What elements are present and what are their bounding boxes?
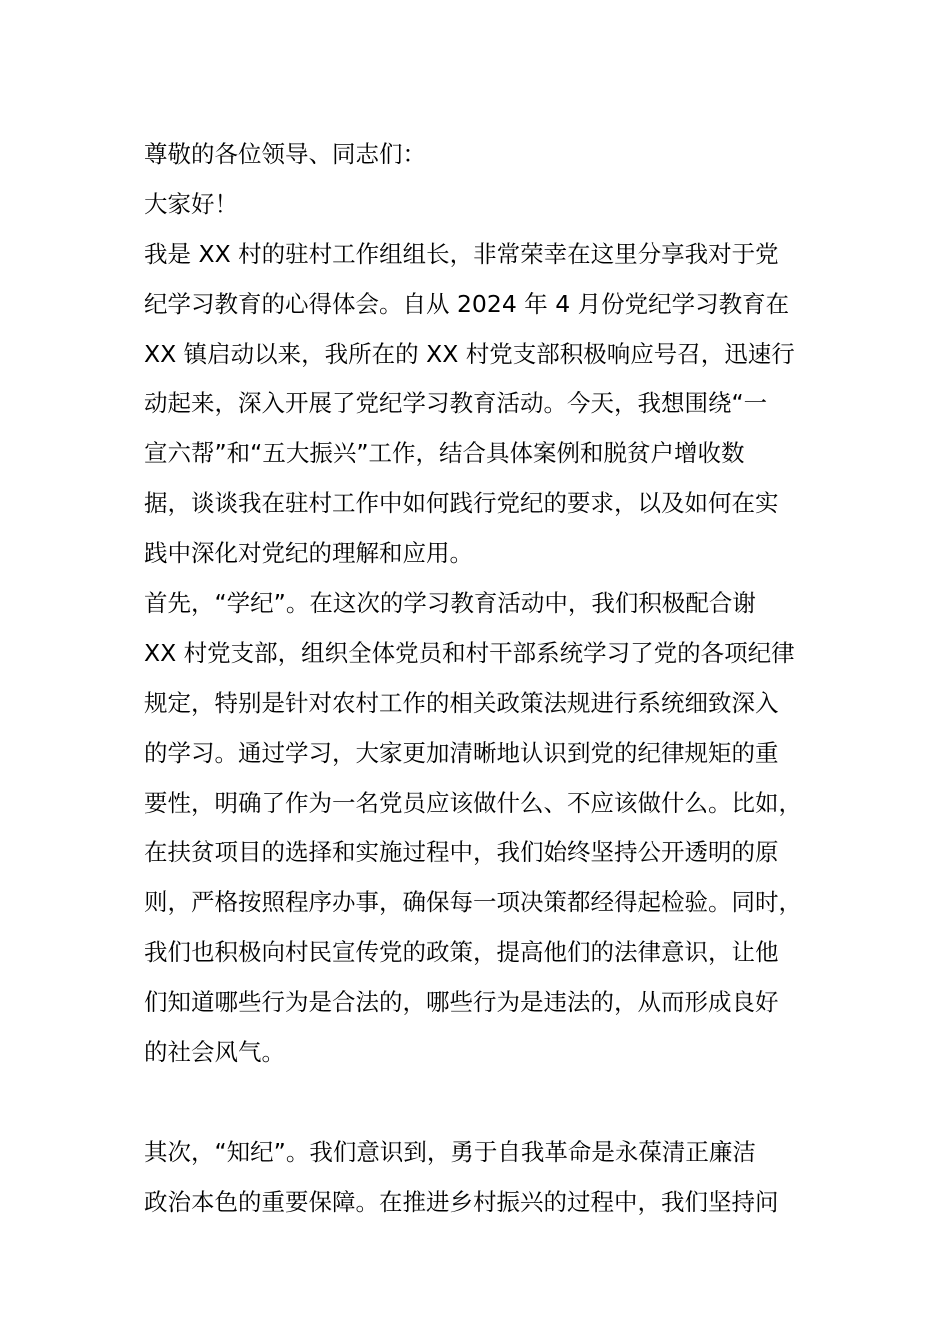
second-section-line-1: 其次，“知纪”。我们意识到，勇于自我革命是永葆清正廉洁 <box>144 1137 756 1166</box>
intro-paragraph-line-4: 动起来，深入开展了党纪学习教育活动。今天，我想围绕“一 <box>144 389 768 418</box>
first-section-line-3: 规定，特别是针对农村工作的相关政策法规进行系统细致深入 <box>144 688 779 717</box>
first-section-line-8: 我们也积极向村民宣传党的政策，提高他们的法律意识，让他 <box>144 938 779 967</box>
intro-paragraph-line-6: 据，谈谈我在驻村工作中如何践行党纪的要求，以及如何在实 <box>144 489 779 518</box>
intro-paragraph-line-7: 践中深化对党纪的理解和应用。 <box>144 539 473 568</box>
greeting: 大家好！ <box>144 189 238 218</box>
paragraph-gap <box>144 1078 814 1128</box>
intro-paragraph-line-1: 我是 XX 村的驻村工作组组长，非常荣幸在这里分享我对于党 <box>144 239 779 268</box>
salutation: 尊敬的各位领导、同志们： <box>144 140 426 168</box>
first-section-line-2: XX 村党支部，组织全体党员和村干部系统学习了党的各项纪律 <box>144 638 795 667</box>
intro-paragraph-line-2: 纪学习教育的心得体会。自从 2024 年 4 月份党纪学习教育在 <box>144 289 790 318</box>
first-section-line-4: 的学习。通过学习，大家更加清晰地认识到党的纪律规矩的重 <box>144 738 779 767</box>
first-section-line-5: 要性，明确了作为一名党员应该做什么、不应该做什么。比如， <box>144 788 802 817</box>
second-section-line-2: 政治本色的重要保障。在推进乡村振兴的过程中，我们坚持问 <box>144 1187 779 1216</box>
first-section-line-9: 们知道哪些行为是合法的，哪些行为是违法的，从而形成良好 <box>144 988 779 1017</box>
intro-paragraph-line-5: 宣六帮”和“五大振兴”工作，结合具体案例和脱贫户增收数 <box>144 439 745 468</box>
document-body <box>144 130 814 1228</box>
first-section-line-6: 在扶贫项目的选择和实施过程中，我们始终坚持公开透明的原 <box>144 838 779 867</box>
first-section-line-10: 的社会风气。 <box>144 1038 285 1067</box>
first-section-line-7: 则，严格按照程序办事，确保每一项决策都经得起检验。同时， <box>144 888 802 917</box>
first-section-line-1: 首先，“学纪”。在这次的学习教育活动中，我们积极配合谢 <box>144 589 756 618</box>
intro-paragraph-line-3: XX 镇启动以来，我所在的 XX 村党支部积极响应号召，迅速行 <box>144 339 795 368</box>
